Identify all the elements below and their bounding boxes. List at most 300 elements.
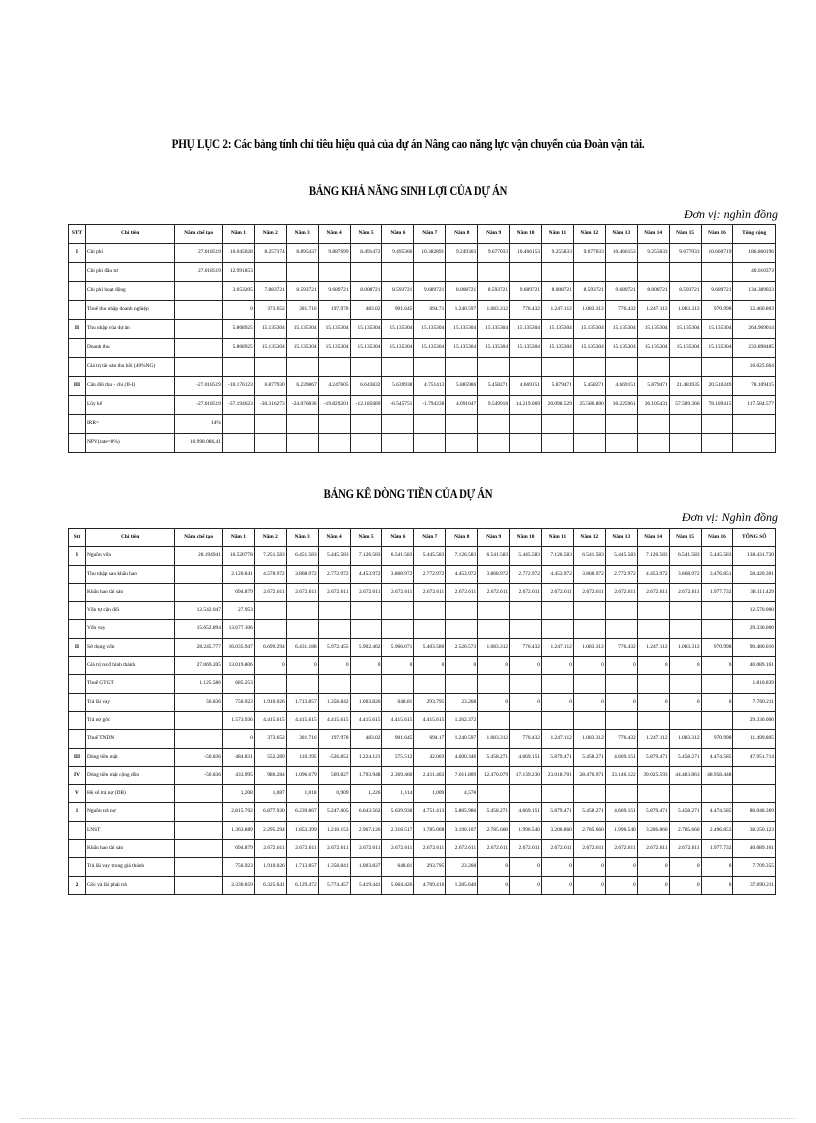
table-cell: 4.600.346 (446, 748, 478, 766)
table-cell (478, 434, 510, 453)
table-cell: 0 (573, 693, 605, 711)
table-cell (254, 602, 286, 620)
table-cell: 0 (318, 657, 350, 675)
row-total (733, 415, 776, 434)
table-cell: 2.785.660 (478, 821, 510, 839)
table-cell (701, 675, 733, 693)
table-cell (382, 434, 414, 453)
table-cell: 16.035.947 (222, 638, 254, 656)
table-cell: 1.977.732 (701, 840, 733, 858)
table-cell (701, 358, 733, 377)
table-cell: 3.206.860 (541, 821, 573, 839)
table-cell: 15.135304 (669, 320, 701, 339)
table-cell: 4.669151 (510, 377, 542, 396)
table-cell: 33.146.122 (605, 766, 637, 784)
table-cell: 15.135304 (573, 339, 605, 358)
page-title: PHỤ LỤC 2: Các bảng tính chỉ tiêu hiệu quả của dự án Nâng cao năng lực vận chuyển của Đoàn vận tải. (171, 136, 645, 151)
table-cell: 15.135304 (573, 320, 605, 339)
table-cell: 0 (478, 657, 510, 675)
table-cell (605, 358, 637, 377)
table-cell: 27.018519 (175, 263, 223, 282)
table-cell: 23.018.701 (541, 766, 573, 784)
table-cell: 8.593721 (669, 282, 701, 301)
table-cell: 2.967.126 (350, 821, 382, 839)
table-cell: 5.902.462 (350, 638, 382, 656)
table-cell (254, 358, 286, 377)
table-cell (541, 711, 573, 729)
table-cell: 15.135304 (510, 320, 542, 339)
table-cell: 1.224.121 (350, 748, 382, 766)
table-cell: 0 (478, 693, 510, 711)
table-cell (510, 415, 542, 434)
table-cell: 15.135304 (254, 320, 286, 339)
table-cell: 6.325.641 (254, 876, 286, 894)
table-cell (382, 602, 414, 620)
table-cell: 4.453.972 (446, 565, 478, 583)
column-header: Năm 12 (573, 225, 605, 244)
table-cell: 2.496.853 (701, 821, 733, 839)
table-cell (637, 675, 669, 693)
table-cell: 970.998 (701, 638, 733, 656)
column-header: Năm 16 (701, 225, 733, 244)
column-header: Năm chế tạo (175, 225, 223, 244)
table-cell: 6.877930 (254, 377, 286, 396)
table-cell: 20.510249 (701, 377, 733, 396)
column-header: Năm 11 (541, 225, 573, 244)
table-cell: 5.247.605 (318, 803, 350, 821)
table-cell (382, 358, 414, 377)
column-header: Năm 4 (318, 225, 350, 244)
table-row (69, 565, 776, 583)
table-row (69, 821, 776, 839)
row-index (69, 415, 86, 434)
table-row (69, 263, 776, 282)
table-cell: 10.466153 (510, 244, 542, 263)
table-cell: 15.135304 (318, 320, 350, 339)
table-cell (175, 339, 223, 358)
table-cell: 0 (541, 657, 573, 675)
table-cell (605, 785, 637, 803)
row-total: 12.570.000 (733, 602, 776, 620)
row-label: Nguồn trả nợ (85, 803, 174, 821)
column-header: Năm 4 (318, 529, 350, 547)
table-cell: 0 (605, 693, 637, 711)
table-cell: 4.669.151 (605, 803, 637, 821)
table-cell: 5.458.271 (573, 803, 605, 821)
row-label: LNST (85, 821, 174, 839)
row-total: 138.431.730 (733, 547, 776, 565)
table-cell (637, 620, 669, 638)
table-cell: 776.432 (510, 301, 542, 320)
table-cell: 2.330.859 (222, 876, 254, 894)
row-index (69, 840, 86, 858)
table-cell: 5.445.583 (414, 547, 446, 565)
table-cell: 9.677033 (669, 244, 701, 263)
column-header: Năm 10 (510, 529, 542, 547)
column-header: Năm 7 (414, 225, 446, 244)
table-cell: 776.432 (605, 638, 637, 656)
column-header: Năm 8 (446, 529, 478, 547)
table-cell: 13.019.806 (222, 657, 254, 675)
table-cell: 2.672.611 (286, 840, 318, 858)
table-cell: 5.445.583 (510, 547, 542, 565)
table-cell: 5.879.471 (637, 803, 669, 821)
table-cell: 27.018519 (175, 244, 223, 263)
table-cell: 6.643.562 (350, 803, 382, 821)
table-cell (222, 434, 254, 453)
table-cell: 57.589.366 (669, 396, 701, 415)
table-cell: 1.003.826 (350, 693, 382, 711)
table-cell: 483.02 (350, 301, 382, 320)
table-cell: 1.358.841 (318, 858, 350, 876)
column-header: Năm 13 (605, 225, 637, 244)
table-cell: 15.135304 (350, 339, 382, 358)
row-total: 11.499.805 (733, 730, 776, 748)
table-cell: 293.795 (414, 693, 446, 711)
table-cell: 6.239.867 (286, 803, 318, 821)
table-cell: 2.785.660 (669, 821, 701, 839)
table-cell (605, 434, 637, 453)
table-cell: 8.008721 (350, 282, 382, 301)
table-cell (222, 415, 254, 434)
table-cell: 25.586.800 (573, 396, 605, 415)
table-cell: 14.219.069 (510, 396, 542, 415)
row-label: NPV(rate=8%) (85, 434, 174, 453)
table-cell: -10.176123 (222, 377, 254, 396)
table-cell: 3.190.107 (446, 821, 478, 839)
row-index (69, 565, 86, 583)
table-cell: 0 (510, 858, 542, 876)
table-cell: 5.458.271 (478, 748, 510, 766)
table-cell (175, 730, 223, 748)
column-header: Chỉ tiêu (85, 529, 174, 547)
table-cell: 1.083.312 (669, 638, 701, 656)
table-cell: 694.879 (222, 840, 254, 858)
table-cell: 3.868.972 (382, 565, 414, 583)
row-index: I (69, 547, 86, 565)
table-cell: 648.81 (382, 693, 414, 711)
table-cell: 756.923 (222, 858, 254, 876)
table-cell: 2.785.660 (573, 821, 605, 839)
table-cell: 2.526.573 (446, 638, 478, 656)
table-cell: 970.998 (701, 730, 733, 748)
table-cell: 42.003 (414, 748, 446, 766)
table-cell: 28.194941 (175, 547, 223, 565)
table-cell: 9.255833 (541, 244, 573, 263)
row-total: 233.898485 (733, 339, 776, 358)
table-cell: 5.458.271 (669, 803, 701, 821)
table-cell: 3.476.851 (701, 565, 733, 583)
row-label: Hệ số trả nợ (DB) (85, 785, 174, 803)
table-cell: 7.126.583 (350, 547, 382, 565)
row-label: Lũy kế (85, 396, 174, 415)
table-cell: 4,578 (446, 785, 478, 803)
table-cell (254, 415, 286, 434)
table1-title: BẢNG KHẢ NĂNG SINH LỢI CỦA DỰ ÁN (308, 184, 508, 198)
table-cell (669, 785, 701, 803)
table-cell: 373.652 (254, 301, 286, 320)
row-label: Nguồn vốn (85, 547, 174, 565)
table-cell: 110.395 (286, 748, 318, 766)
table-cell: 8.008721 (541, 282, 573, 301)
table-cell: 1.285.640 (446, 876, 478, 894)
table-cell (175, 858, 223, 876)
table-cell: -27.018519 (175, 377, 223, 396)
table-cell: 6.541.583 (573, 547, 605, 565)
table-cell (637, 785, 669, 803)
table-cell: 5.879.471 (637, 748, 669, 766)
table-cell: 8.491472 (350, 244, 382, 263)
table-cell (478, 358, 510, 377)
table-cell: 8.008721 (637, 282, 669, 301)
row-label: Dòng tiền mặt (85, 748, 174, 766)
table-cell: 694.879 (222, 583, 254, 601)
table-cell: 2.672.611 (510, 583, 542, 601)
row-total: 117.584.577 (733, 396, 776, 415)
table-row (69, 840, 776, 858)
page-divider (20, 1118, 796, 1119)
table-cell: 15.135304 (254, 339, 286, 358)
table-cell: 0 (637, 876, 669, 894)
table-cell (637, 415, 669, 434)
table-cell: 1.247.112 (541, 638, 573, 656)
table-row (69, 377, 776, 396)
row-index (69, 263, 86, 282)
table-cell: 15.135304 (637, 320, 669, 339)
table-cell: 293.795 (414, 858, 446, 876)
table-cell: 1,226 (350, 785, 382, 803)
table-cell: 8.008721 (446, 282, 478, 301)
table-cell: 776.432 (605, 301, 637, 320)
table-cell: 7.126.583 (446, 547, 478, 565)
column-header: Năm 10 (510, 225, 542, 244)
table-cell: 20.098.529 (541, 396, 573, 415)
table-cell: 6.541.583 (669, 547, 701, 565)
row-index (69, 858, 86, 876)
row-index (69, 675, 86, 693)
table-cell: 2.672.611 (446, 583, 478, 601)
table-cell: 9.495366 (382, 244, 414, 263)
table-cell: 2.672.611 (286, 583, 318, 601)
table-row (69, 730, 776, 748)
table-cell: 4.415.615 (350, 711, 382, 729)
table-cell: 7.251.583 (254, 547, 286, 565)
table-cell: 552.289 (254, 748, 286, 766)
table-cell (510, 602, 542, 620)
table-cell (701, 602, 733, 620)
table-cell: 5.879471 (637, 377, 669, 396)
table-cell (318, 675, 350, 693)
table-cell (605, 675, 637, 693)
table-cell: 4.453.972 (541, 565, 573, 583)
table-cell: 50.836 (175, 693, 223, 711)
table-cell: 2.772.972 (605, 565, 637, 583)
table-cell: 2.672.611 (541, 840, 573, 858)
table-cell: 2.672.611 (254, 840, 286, 858)
table-cell (350, 358, 382, 377)
table-cell: 6.699.294 (254, 638, 286, 656)
table-row (69, 803, 776, 821)
row-label: Trả lãi vay trong giá thành (85, 858, 174, 876)
table-cell: 6.541.583 (478, 547, 510, 565)
column-header: Năm 6 (382, 529, 414, 547)
column-header: Tổng cộng (733, 225, 776, 244)
table-cell (286, 602, 318, 620)
table-cell (510, 675, 542, 693)
table-cell (701, 263, 733, 282)
table-cell: 5.639.938 (382, 803, 414, 821)
table-cell: 0 (637, 657, 669, 675)
row-index (69, 730, 86, 748)
row-label: Thuế TNDN (85, 730, 174, 748)
table-cell (382, 415, 414, 434)
table-cell: 2.672.611 (510, 840, 542, 858)
table-cell: 15.135304 (286, 320, 318, 339)
table-cell: 9.255833 (637, 244, 669, 263)
table-cell: 0 (605, 858, 637, 876)
table-cell: 1.083.312 (478, 638, 510, 656)
table-cell: 8.593721 (382, 282, 414, 301)
row-label: Chi phí hoạt động (85, 282, 174, 301)
table-cell: 6.239867 (286, 377, 318, 396)
table-cell: 5.458.271 (573, 748, 605, 766)
row-total: 40.010373 (733, 263, 776, 282)
table-cell (541, 434, 573, 453)
table-cell: 1.083.312 (478, 301, 510, 320)
table-cell (573, 434, 605, 453)
table-cell: 15.135304 (637, 339, 669, 358)
table-cell: 1,009 (414, 785, 446, 803)
row-index (69, 396, 86, 415)
table2-title: BẢNG KÊ DÒNG TIỀN CỦA DỰ ÁN (323, 487, 493, 501)
table-cell: 2.672.611 (573, 840, 605, 858)
table-cell: 0 (510, 657, 542, 675)
table-cell: 0 (701, 876, 733, 894)
table-cell: 0 (669, 876, 701, 894)
table-cell: 2.772.972 (414, 565, 446, 583)
table-cell: 2.672.611 (605, 583, 637, 601)
table-cell: 2.672.611 (446, 840, 478, 858)
table-header-row (69, 529, 776, 547)
column-header: Năm 15 (669, 529, 701, 547)
table-cell: 0 (510, 876, 542, 894)
table-cell: 5.064.426 (382, 876, 414, 894)
column-header: TỔNG SỐ (733, 529, 776, 547)
table-cell: 2.411.463 (414, 766, 446, 784)
table-cell: 0 (414, 657, 446, 675)
table-cell (637, 602, 669, 620)
table-cell: 27.069.205 (175, 657, 223, 675)
table-cell: 1.910.026 (254, 693, 286, 711)
table-cell: 0 (669, 693, 701, 711)
table-cell (446, 602, 478, 620)
table-cell: 4.709.410 (414, 876, 446, 894)
row-total: 1.810.839 (733, 675, 776, 693)
table-cell: 0 (701, 693, 733, 711)
table-cell: 2.369.460 (382, 766, 414, 784)
table-cell: 1.996.540 (510, 821, 542, 839)
table-row (69, 693, 776, 711)
row-total: 29.330.000 (733, 620, 776, 638)
table-cell: 8.593721 (573, 282, 605, 301)
table-cell: 1.240.597 (446, 301, 478, 320)
table-cell: 3.868.972 (573, 565, 605, 583)
table-cell: 2.672.611 (318, 840, 350, 858)
table-cell: 15.135304 (318, 339, 350, 358)
table-cell: 2.672.611 (318, 583, 350, 601)
table-cell: 2.772.972 (510, 565, 542, 583)
profitability-table (68, 224, 776, 453)
table-cell: -19.829201 (318, 396, 350, 415)
table-cell (669, 434, 701, 453)
table-cell (286, 434, 318, 453)
table-row (69, 638, 776, 656)
column-header: Năm 9 (478, 529, 510, 547)
column-header: Năm 13 (605, 529, 637, 547)
table-cell: 2.672.611 (478, 840, 510, 858)
table-row (69, 785, 776, 803)
table-cell: 1,208 (222, 785, 254, 803)
table-cell: 9.689721 (510, 282, 542, 301)
table-cell: 27.953 (222, 602, 254, 620)
row-total: 7.709.355 (733, 858, 776, 876)
table-cell: 1.247.112 (637, 638, 669, 656)
table-row (69, 434, 776, 453)
table-cell: 0 (573, 858, 605, 876)
table-cell: 0 (541, 858, 573, 876)
table-cell: 0 (669, 657, 701, 675)
column-header: Năm 5 (350, 529, 382, 547)
row-total: 78.109415 (733, 377, 776, 396)
table-cell: 16.045028 (222, 244, 254, 263)
table-row (69, 301, 776, 320)
table-cell: 6.877.930 (254, 803, 286, 821)
table-cell: 694.71 (414, 301, 446, 320)
table-cell (573, 602, 605, 620)
table-cell (254, 675, 286, 693)
cashflow-table (68, 528, 776, 895)
table-cell: -50.836 (175, 766, 223, 784)
table-cell: 1.262.372 (446, 711, 478, 729)
table-cell (541, 785, 573, 803)
row-label: Thu nhập sau khấu hao (85, 565, 174, 583)
table-cell: 4.453.972 (350, 565, 382, 583)
row-total: 29.330.000 (733, 711, 776, 729)
row-total: 86.048.369 (733, 803, 776, 821)
table-cell (510, 620, 542, 638)
row-label: Khấu hao tài sản (85, 583, 174, 601)
row-total (733, 766, 776, 784)
table-cell: 8.257374 (254, 244, 286, 263)
table-cell (350, 675, 382, 693)
table-cell: 1.083.312 (478, 730, 510, 748)
table-cell: 2.672.611 (478, 583, 510, 601)
table-cell (669, 415, 701, 434)
table-cell (510, 263, 542, 282)
row-index: II (69, 320, 86, 339)
table-cell: 4.415.615 (382, 711, 414, 729)
table-row (69, 766, 776, 784)
table-cell (637, 434, 669, 453)
table-cell: 2.672.611 (350, 840, 382, 858)
table-cell: 1,114 (382, 785, 414, 803)
table-cell: 8.895437 (286, 244, 318, 263)
table-cell (701, 620, 733, 638)
table-cell: 3.868.972 (478, 565, 510, 583)
table-cell: 1.713.857 (286, 693, 318, 711)
table-cell (175, 711, 223, 729)
table-cell: 694.17 (414, 730, 446, 748)
